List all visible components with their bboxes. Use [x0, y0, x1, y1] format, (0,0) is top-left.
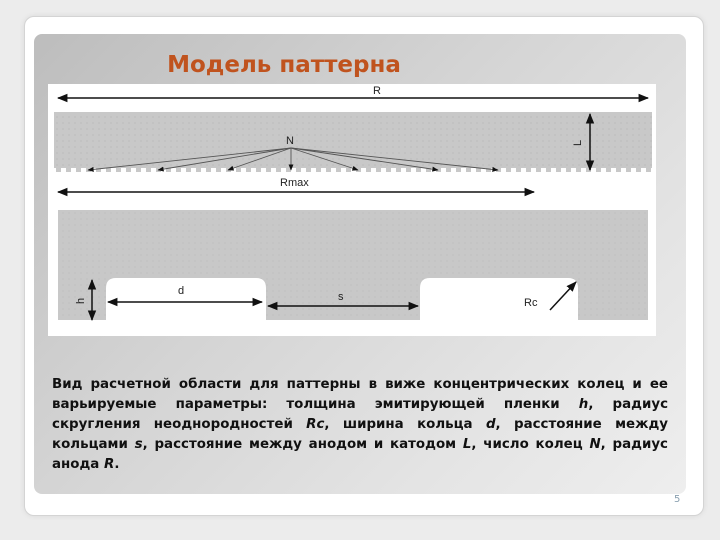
rc-arrow — [550, 282, 576, 310]
slide-title: Модель паттерна — [167, 52, 401, 78]
strip-tooth — [526, 168, 531, 172]
strip-tooth — [636, 168, 641, 172]
strip-tooth — [106, 168, 111, 172]
strip-tooth — [456, 168, 461, 172]
strip-tooth — [66, 168, 71, 172]
strip-tooth — [466, 168, 471, 172]
strip-tooth — [646, 168, 651, 172]
strip-tooth — [346, 168, 351, 172]
strip-tooth — [556, 168, 561, 172]
strip-tooth — [206, 168, 211, 172]
label-l: L — [572, 139, 584, 146]
strip-tooth — [626, 168, 631, 172]
strip-tooth — [546, 168, 551, 172]
strip-tooth — [316, 168, 321, 172]
label-h: h — [75, 297, 87, 304]
strip-tooth — [146, 168, 151, 172]
strip-tooth — [306, 168, 311, 172]
strip-tooth — [196, 168, 201, 172]
strip-tooth — [396, 168, 401, 172]
strip-tooth — [266, 168, 271, 172]
label-d: d — [178, 285, 185, 297]
strip-tooth — [246, 168, 251, 172]
strip-tooth — [176, 168, 181, 172]
page-number: 5 — [674, 494, 681, 505]
strip-tooth — [616, 168, 621, 172]
strip-tooth — [596, 168, 601, 172]
strip-tooth — [186, 168, 191, 172]
strip-tooth — [506, 168, 511, 172]
strip-tooth — [276, 168, 281, 172]
strip-tooth — [416, 168, 421, 172]
strip-tooth — [216, 168, 221, 172]
strip-tooth — [566, 168, 571, 172]
strip-tooth — [536, 168, 541, 172]
strip-tooth — [606, 168, 611, 172]
strip-tooth — [476, 168, 481, 172]
lower-section-texture — [58, 210, 648, 320]
strip-tooth — [236, 168, 241, 172]
strip-tooth — [406, 168, 411, 172]
strip-tooth — [376, 168, 381, 172]
strip-tooth — [366, 168, 371, 172]
strip-tooth — [126, 168, 131, 172]
strip-tooth — [286, 168, 291, 172]
strip-tooth — [256, 168, 261, 172]
strip-tooth — [326, 168, 331, 172]
strip-tooth — [76, 168, 81, 172]
strip-tooth — [136, 168, 141, 172]
pattern-figure — [48, 84, 656, 336]
strip-tooth — [336, 168, 341, 172]
strip-tooth — [296, 168, 301, 172]
strip-tooth — [446, 168, 451, 172]
strip-tooth — [56, 168, 61, 172]
label-n: N — [286, 135, 294, 147]
strip-tooth — [576, 168, 581, 172]
label-rmax: Rmax — [280, 177, 309, 189]
strip-tooth — [386, 168, 391, 172]
strip-tooth — [516, 168, 521, 172]
upper-strip-texture — [54, 112, 652, 168]
strip-tooth — [116, 168, 121, 172]
figure-caption: Вид расчетной области для паттерны в виже концентрических колец и ее варьируемые параметры: толщина эмитирующей пленки h, радиус скругления неоднородностей Rc, ширина кольца d, расстояние между кольцами s, расстояние между анодом и катодом L, число колец N, радиус анода R. — [52, 377, 669, 472]
label-r: R — [373, 85, 381, 97]
label-rc: Rc — [524, 297, 538, 309]
pattern-diagram — [48, 84, 656, 336]
label-s: s — [338, 291, 344, 303]
